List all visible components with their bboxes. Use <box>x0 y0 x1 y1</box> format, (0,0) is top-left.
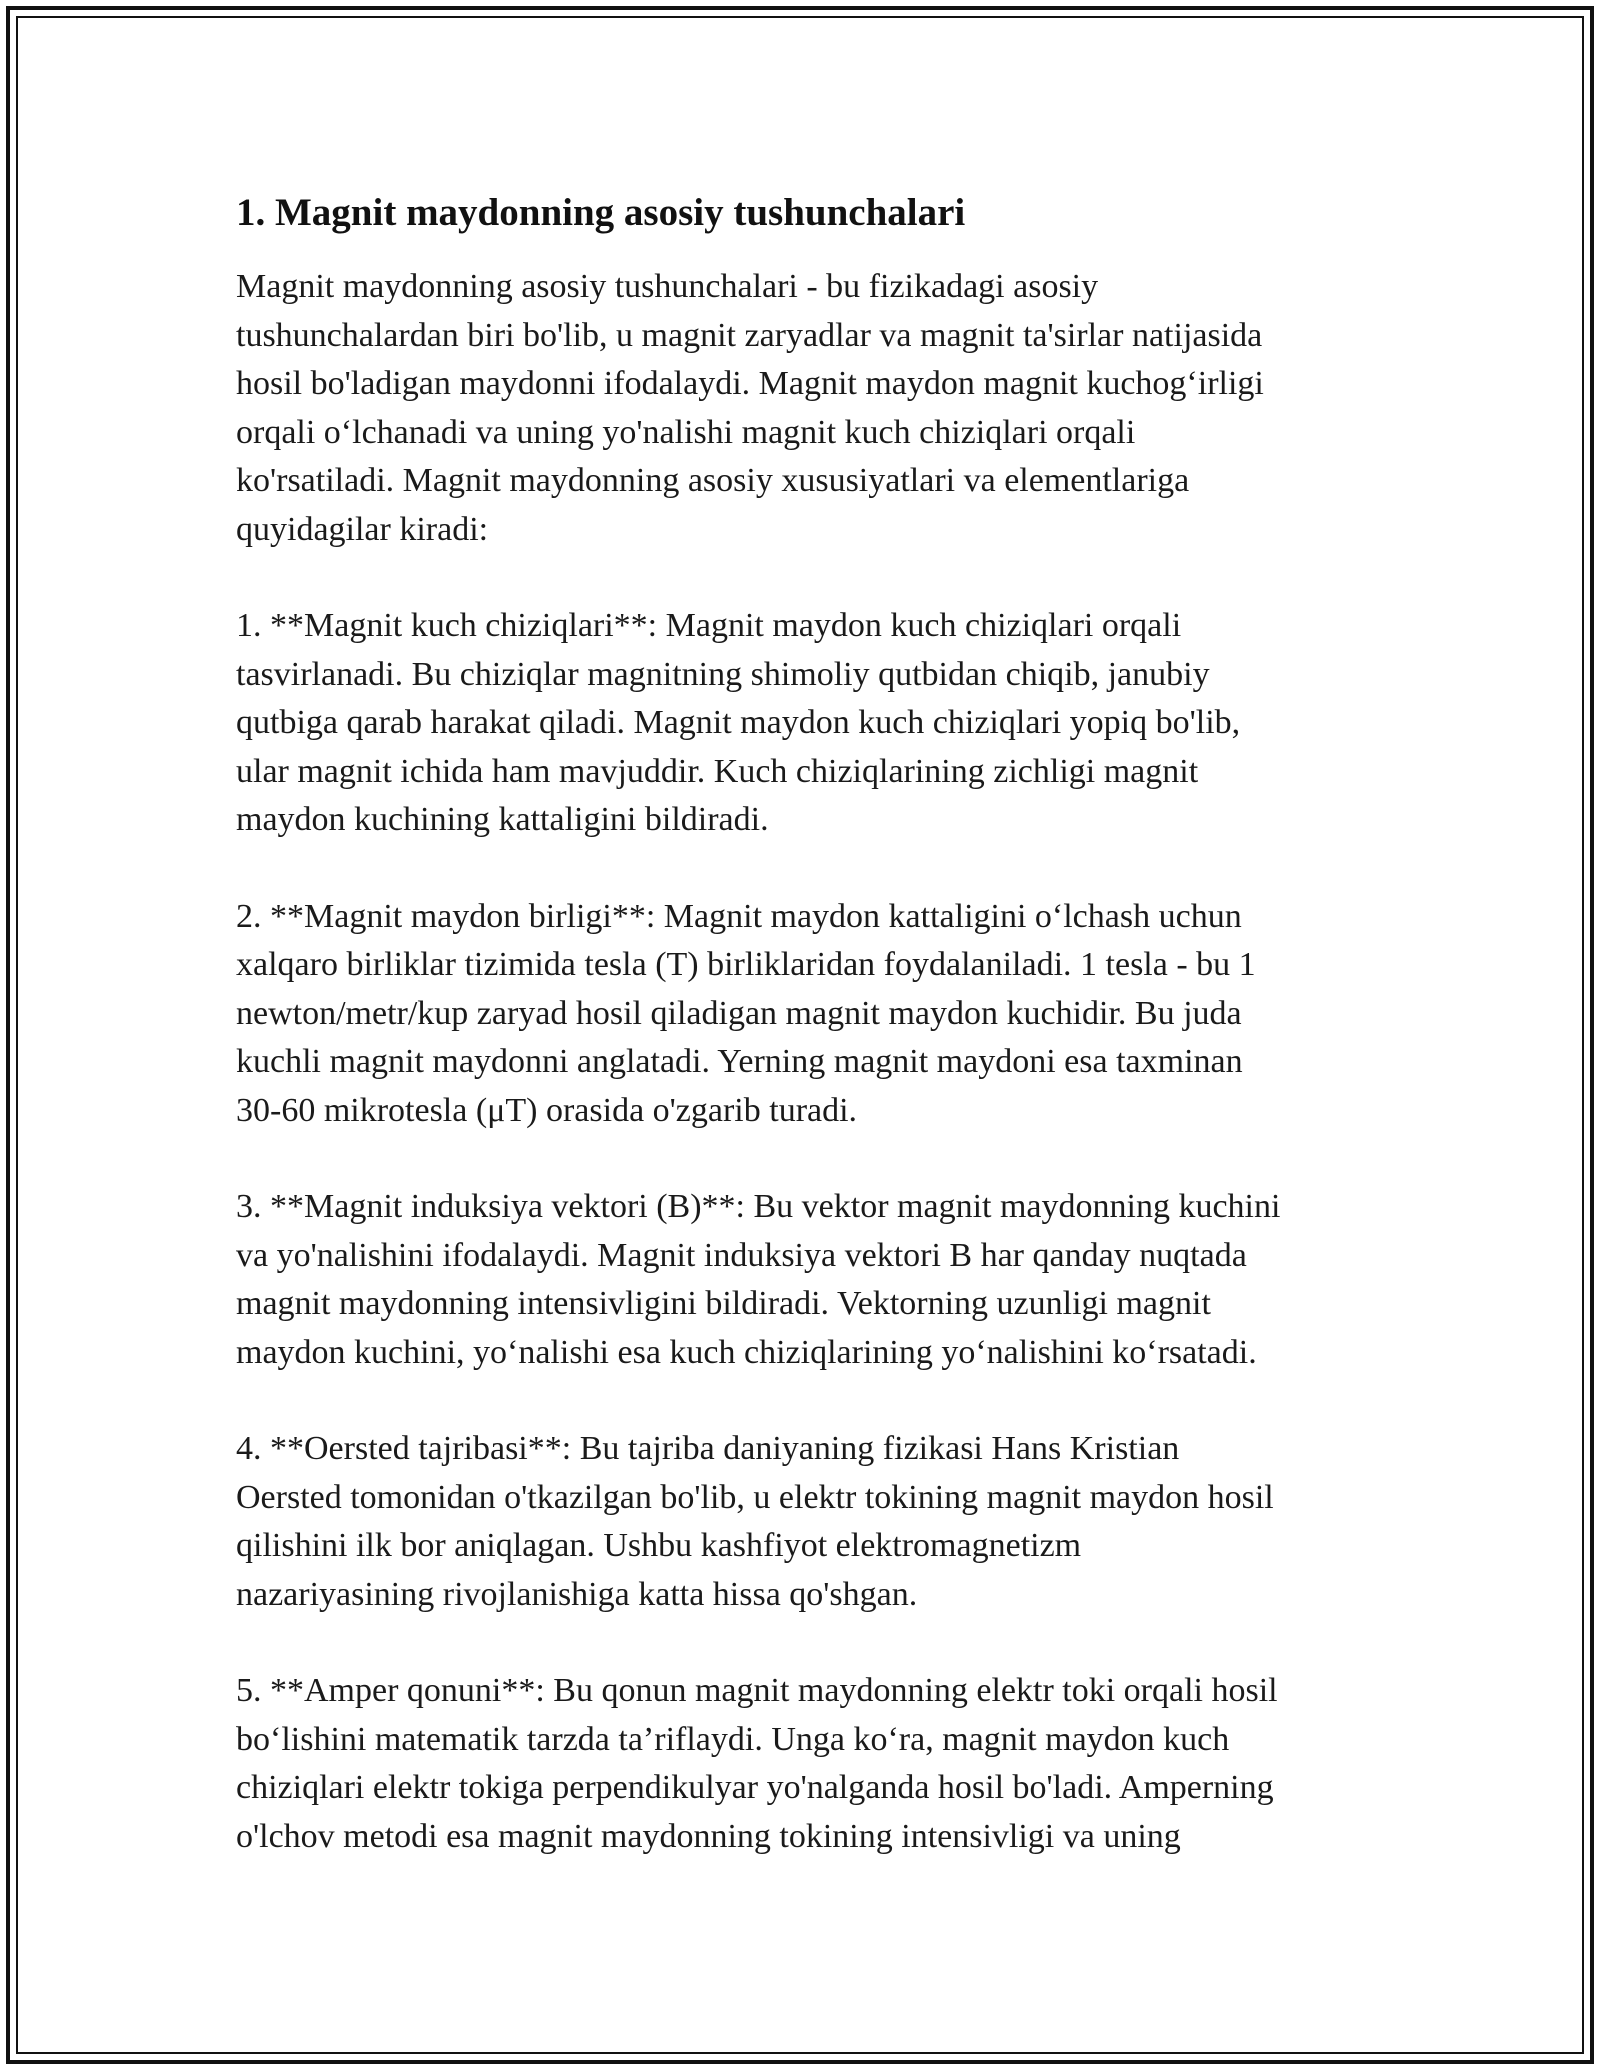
paragraph-induction-vector: 3. **Magnit induksiya vektori (B)**: Bu vektor magnit maydonning kuchini va yo'nalishini ifodalaydi. Magnit induksiya vektori B har qanday nuqtada magnit maydonning intensivligini bildiradi. Vektorning uzunligi magnit maydon kuchini, yo‘nalishi esa kuch chiziqlarining yo‘nalishini ko‘rsatadi. <box>236 1188 1281 1371</box>
document-body <box>236 185 1366 1909</box>
paragraph-field-unit: 2. **Magnit maydon birligi**: Magnit maydon kattaligini o‘lchash uchun xalqaro birliklar tizimida tesla (T) birliklaridan foydalaniladi. 1 tesla - bu 1 newton/metr/kup zaryad hosil qiladigan magnit maydon kuchidir. Bu juda kuchli magnit maydonni anglatadi. Yerning magnit maydoni esa taxminan 30-60 mikrotesla (μT) orasida o'zgarib turadi. <box>236 897 1256 1129</box>
section-heading: 1. Magnit maydonning asosiy tushunchalari <box>236 191 966 234</box>
paragraph-oersted-experiment: 4. **Oersted tajribasi**: Bu tajriba daniyaning fizikasi Hans Kristian Oersted tomonidan o'tkazilgan bo'lib, u elektr tokining magnit maydon hosil qilishini ilk bor aniqlagan. Ushbu kashfiyot elektromagnetizm nazariyasining rivojlanishiga katta hissa qo'shgan. <box>236 1430 1274 1613</box>
intro-paragraph: Magnit maydonning asosiy tushunchalari - bu fizikadagi asosiy tushunchalardan biri bo'lib, u magnit zaryadlar va magnit ta'sirlar natijasida hosil bo'ladigan maydonni ifodalaydi. Magnit maydon magnit kuchog‘irligi orqali o‘lchanadi va uning yo'nalishi magnit kuch chiziqlari orqali ko'rsatiladi. Magnit maydonning asosiy xususiyatlari va elementlariga quyidagilar kiradi: <box>236 268 1264 548</box>
paragraph-ampere-law: 5. **Amper qonuni**: Bu qonun magnit maydonning elektr toki orqali hosil bo‘lishini matematik tarzda ta’riflaydi. Unga ko‘ra, magnit maydon kuch chiziqlari elektr tokiga perpendikulyar yo'nalganda hosil bo'ladi. Amperning o'lchov metodi esa magnit maydonning tokining intensivligi va uning <box>236 1672 1278 1855</box>
paragraph-magnetic-field-lines: 1. **Magnit kuch chiziqlari**: Magnit maydon kuch chiziqlari orqali tasvirlanadi. Bu chiziqlar magnitning shimoliy qutbidan chiqib, janubiy qutbiga qarab harakat qiladi. Magnit maydon kuch chiziqlari yopiq bo'lib, ular magnit ichida ham mavjuddir. Kuch chiziqlarining zichligi magnit maydon kuchining kattaligini bildiradi. <box>236 607 1241 838</box>
